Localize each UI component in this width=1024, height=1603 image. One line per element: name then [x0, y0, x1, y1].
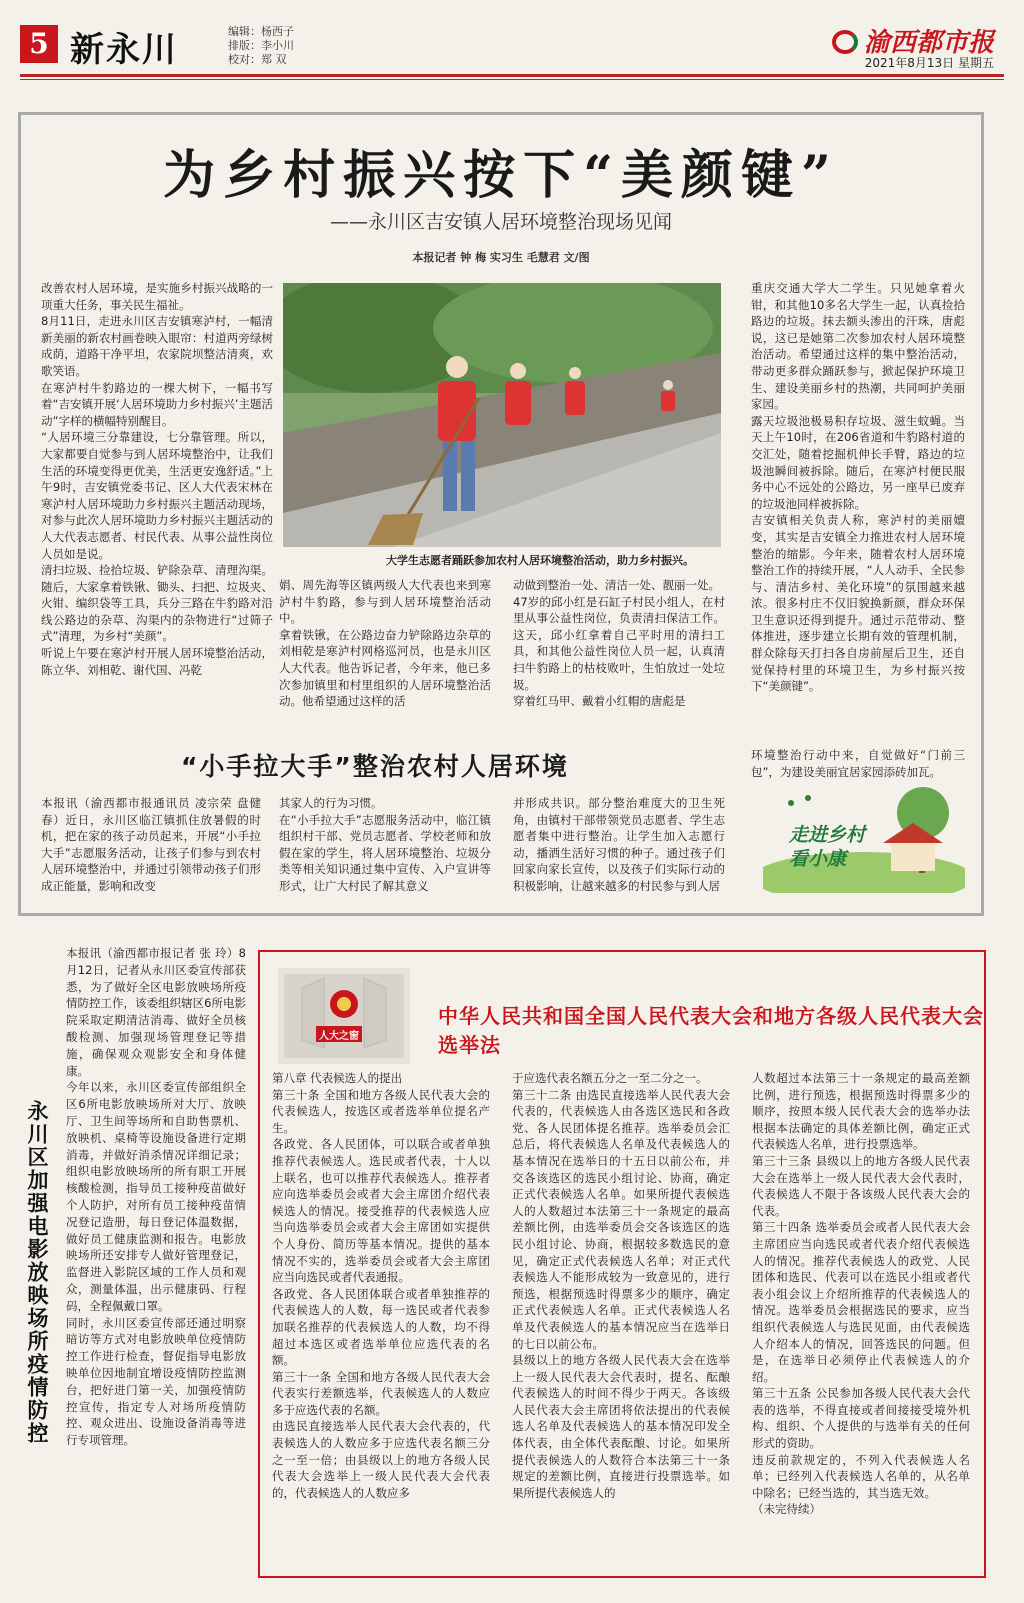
proof-line: 校对：郑 双: [228, 53, 287, 66]
cinema-body: 本报讯（渝西都市报记者 张 玲）8月12日，记者从永川区委宣传部获悉，为了做好全区电影放映场所疫情防控工作，该委组织辖区6所电影院采取定期清洁消毒、做好全员核酸检测、加强现场管理登记等措施，确保观众观影安全和身体健康。 今年以来，永川区委宣传部组织全区6所电影放映场所对大厅、放映厅、卫生间等场所和自助售票机、放映机、桌椅等设施设备进行定期消毒，并做好消杀情况详细记录；组织电影放映场所的所有职工开展核酸检测，指导员工接种疫苗做好个人防护，对所有员工接种疫苗情况登记造册，每日登记体温数据，做好员工健康监测和报告。电影放映场所还安排专人做好管理登记，监督进入影院区域的工作人员和观众，测量体温，出示健康码、行程码，全程佩戴口罩。 同时，永川区委宣传部还通过明察暗访等方式对电影放映单位疫情防控工作进行检查，督促指导电影放映单位因地制宜增设疫情防控监测台，把好进门第一关，加强疫情防控宣传，指定专人对场所疫情防控、观众进出、设施设备消毒等进行专项管理。: [66, 946, 246, 1448]
editor-line: 编辑：杨西子: [228, 25, 294, 38]
law-column-3: 人数超过本法第三十一条规定的最高差额比例，进行预选，根据预选时得票多少的顺序，按照本级人民代表大会的选举办法根据本法确定的具体差额比例，确定正式代表候选人名单，进行投票选举。 第三十三条 县级以上的地方各级人民代表大会在选举上一级人民代表大会代表时，代表候选人不限于各该级人民代表大会的代表。 第三十四条 选举委员会或者人民代表大会主席团应当向选民或者代表介绍代表候选人的情况。推荐代表候选人的政党、人民团体和选民、代表可以在选民小组或者代表小组会议上介绍所推荐的代表候选人的情况。选举委员会根据选民的要求，应当组织代表候选人与选民见面，由代表候选人介绍本人的情况，回答选民的问题。但是，在选举日必须停止代表候选人的介绍。 第三十五条 公民参加各级人民代表大会代表的选举，不得直接或者间接接受境外机构、组织、个人提供的与选举有关的任何形式的资助。 违反前款规定的，不列入代表候选人名单；已经列入代表候选人名单的，从名单中除名；已经当选的，其当选无效。 （未完待续）: [752, 1071, 970, 1517]
law-column-1: 第八章 代表候选人的提出 第三十条 全国和地方各级人民代表大会的代表候选人，按选区或者选举单位提名产生。 各政党、各人民团体，可以联合或者单独推荐代表候选人。选民或者代表，十人以上联名，也可以推荐代表候选人。推荐者应向选举委员会或者大会主席团介绍代表候选人的情况。接受推荐的代表候选人应当向选举委员会或者大会主席团如实提供个人身份、简历等基本情况。提供的基本情况不实的，选举委员会或者大会主席团应当向选民或者代表通报。 各政党、各人民团体联合或者单独推荐的代表候选人的人数，每一选民或者代表参加联名推荐的代表候选人的人数，均不得超过本选区或者选举单位应选代表的名额。 第三十一条 全国和地方各级人民代表大会代表实行差额选举，代表候选人的人数应多于应选代表的名额。 由选民直接选举人民代表大会代表的，代表候选人的人数应多于应选代表名额三分之一至一倍；由县级以上的地方各级人民代表大会选举上一级人民代表大会代表的，代表候选人的人数应多: [272, 1071, 490, 1500]
lead-story-box: [18, 112, 984, 916]
section-title: 新永川: [70, 30, 178, 70]
second-column-2: 其家人的行为习惯。 在“小手拉大手”志愿服务活动中，临江镇组织村干部、党员志愿者、学校老师和放假在家的学生，将人居环境整治、垃圾分类等相关知识通过集中宣传、入户宣讲等形式，让广大村民了解其意义: [279, 796, 491, 893]
masthead-rule: [20, 74, 1004, 77]
lead-column-4: 重庆交通大学大二学生。只见她拿着火钳，和其他10多名大学生一起，认真捡拾路边的垃圾。抹去额头渗出的汗珠，唐彪说，这已是她第二次参加农村人居环境整治活动。希望通过这样的集中整治活动，带动更多群众踊跃参与，掀起保护环境卫生、建设美丽乡村的热潮，共同呵护美丽家园。 露天垃圾池极易积存垃圾、滋生蚊蝇。当天上午10时，在206省道和牛豹路村道的交汇处，随着挖掘机伸长手臂，路边的垃圾池瞬间被拆除。随后，在寒泸村便民服务中心不远处的公路边，另一座早已废弃的垃圾池同样被拆除。 吉安镇相关负责人称，寒泸村的美丽嬗变，其实是吉安镇全力推进农村人居环境整治的缩影。今年来，随着农村人居环境整治工作的持续开展，“人人动手、全民参与、清洁乡村、美化环境”的氛围越来越浓。很多村庄不仅旧貌换新颜，群众环保卫生意识还得到提升。通过示范带动、整体推进，逐步建立长期有效的管理机制，群众除每天打扫各自房前屋后卫生，还自觉保持村里的环境卫生，为乡村振兴按下“美颜键”。: [751, 281, 965, 694]
editor-credits: [228, 25, 294, 67]
law-title: 中华人民共和国全国人民代表大会和地方各级人民代表大会选举法: [438, 1004, 984, 1057]
rural-promo-art: [763, 783, 965, 893]
second-column-4: 环境整治行动中来，自觉做好“门前三包”，为建设美丽宜居家园添砖加瓦。: [751, 748, 965, 779]
lead-column-1: 改善农村人居环境，是实施乡村振兴战略的一项重大任务，事关民生福祉。 8月11日，走进永川区吉安镇寒泸村，一幅清新美丽的新农村画卷映入眼帘：村道两旁绿树成荫，道路干净平坦，农家院坝整洁清爽，欢歌笑语。 在寒泸村牛豹路边的一棵大树下，一幅书写着“吉安镇开展‘人居环境助力乡村振兴’主题活动”字样的横幅特别醒目。 “人居环境三分靠建设，七分靠管理。所以，大家都要自觉参与到人居环境整治中，让我们生活的环境变得更优美，生活更安逸舒适。”上午9时，吉安镇党委书记、区人大代表宋林在寒泸村人居环境助力乡村振兴主题活动现场，对参与此次人居环境助力乡村振兴主题活动的人大代表志愿者、村民代表、从事公益性岗位人员如是说。 清扫垃圾、捡拾垃圾、铲除杂草、清理沟渠。随后，大家拿着铁锹、锄头、扫把、垃圾夹、火钳、编织袋等工具，兵分三路在牛豹路对沿线公路边的杂草、沟渠内的杂物进行“过筛子式”清理，为乡村“美颜”。 听说上午要在寒泸村开展人居环境整治活动，陈立华、刘相乾、谢代国、冯乾: [41, 281, 273, 677]
lead-photo: [283, 283, 721, 547]
issue-date: 2021年8月13日 星期五: [864, 56, 994, 70]
npc-emblem-graphic: [278, 968, 410, 1064]
second-headline: “小手拉大手”整治农村人居环境: [181, 752, 569, 781]
lead-subheadline: ——永川区吉安镇人居环境整治现场见闻: [329, 211, 672, 233]
cinema-headline-vertical: 永川区加强电影放映场所疫情防控: [25, 1099, 49, 1445]
lead-column-2: 娟、周先海等区镇两级人大代表也来到寒泸村牛豹路，参与到人居环境整治活动中。 拿着铁锹，在公路边奋力铲除路边杂草的刘相乾是寒泸村网格巡河员，也是永川区人大代表。他告诉记者，今年来，他已多次参加镇里和村里组织的人居环境整治活动。他希望通过这样的活: [279, 578, 491, 709]
national-emblem-icon: [278, 968, 410, 1064]
lead-column-3: 动做到整治一处、清洁一处、靓丽一处。 47岁的邱小红是石缸子村民小组人，在村里从事公益性岗位，负责清扫保洁工作。这天，邱小红拿着自己平时用的清扫工具，和其他公益性岗位人员一起，认真清扫牛豹路上的枯枝败叶，生怕放过一处垃圾。 穿着红马甲、戴着小红帽的唐彪是: [513, 578, 725, 709]
layout-line: 排版：李小川: [228, 39, 294, 52]
promo-art-text: 走进乡村 看小康: [789, 824, 866, 870]
cinema-story: [20, 945, 248, 1585]
lead-headline: 为乡村振兴按下“美颜键”: [163, 145, 839, 206]
paper-name: 渝西都市报: [863, 28, 994, 58]
law-column-2: 于应选代表名额五分之一至二分之一。 第三十二条 由选民直接选举人民代表大会代表的，代表候选人由各选区选民和各政党、各人民团体提名推荐。选举委员会汇总后，将代表候选人名单及代表候选人的基本情况在选举日的十五日以前公布，并交各该选区的选民小组讨论、协商，确定正式代表候选人名单。如果所提代表候选人的人数超过本法第三十一条规定的最高差额比例，由选举委员会交各该选区的选民小组讨论、协商，根据较多数选民的意见，确定正式代表候选人名单；对正式代表候选人不能形成较为一致意见的，进行预选，根据预选时得票多少的顺序，确定正式代表候选人名单。正式代表候选人名单及代表候选人的基本情况应当在选举日的七日以前公布。 县级以上的地方各级人民代表大会在选举上一级人民代表大会代表时，提名、酝酿代表候选人的时间不得少于两天。各该级人民代表大会主席团将依法提出的代表候选人名单及代表候选人的基本情况印发全体代表，由全体代表酝酿、讨论。如果所提代表候选人的人数符合本法第三十一条规定的差额比例，直接进行投票选举。如果所提代表候选人的: [512, 1071, 730, 1500]
volunteers-photo-illustration: [283, 283, 721, 547]
photo-caption: 大学生志愿者踊跃参加农村人居环境整治活动，助力乡村振兴。: [386, 554, 694, 567]
election-law-box: [258, 950, 986, 1578]
page-number: 5: [20, 25, 58, 63]
lead-byline: 本报记者 钟 梅 实习生 毛慧君 文/图: [412, 251, 590, 264]
masthead-rule-thin: [20, 79, 1004, 80]
second-column-3: 并形成共识。部分整治难度大的卫生死角，由镇村干部带领党员志愿者、学生志愿者集中进行整治。让学生加入志愿行动，播洒生活好习惯的种子。通过孩子们回家向家长宣传，以及孩子们实际行动的积极影响，让越来越多的村民参与到人居: [513, 796, 725, 893]
masthead: [20, 22, 1004, 70]
logo-icon: [832, 30, 858, 54]
npc-badge-text: 人大之窗: [319, 1031, 359, 1042]
second-column-1: 本报讯（渝西都市报通讯员 凌宗荣 盘健春）近日，永川区临江镇抓住放暑假的时机，把在家的孩子动员起来，开展“小手拉大手”志愿服务活动，让孩子们参与到农村人居环境整治中，并通过引领带动孩子们形成正能量，影响和改变: [41, 796, 261, 893]
